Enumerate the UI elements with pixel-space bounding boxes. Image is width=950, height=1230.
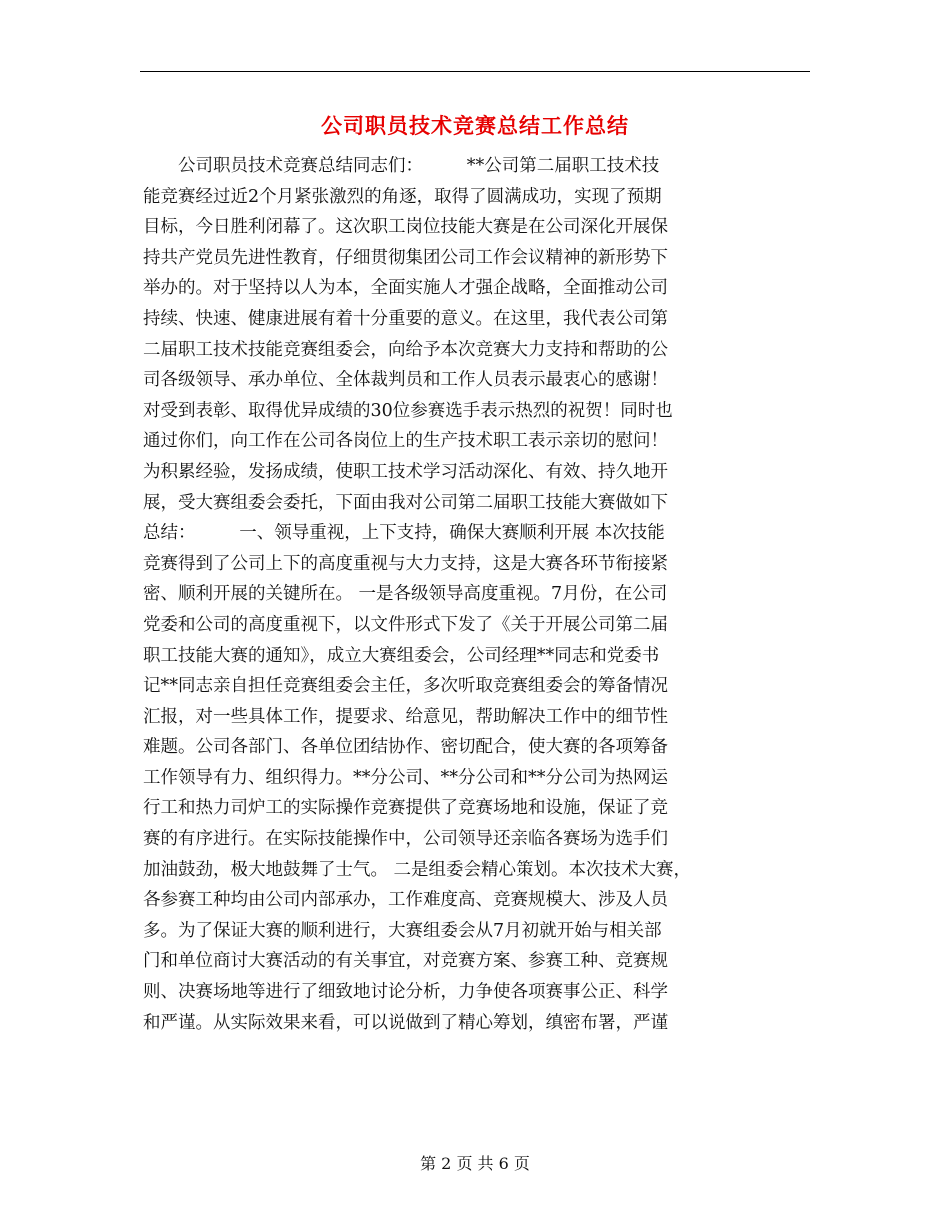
body-line: 竞赛得到了公司上下的高度重视与大力支持，这是大赛各环节衔接紧 [143, 553, 668, 574]
page-footer: 第 2 页 共 6 页 [420, 1154, 530, 1173]
body-line: 对受到表彰、取得优异成绩的30位参赛选手表示热烈的祝贺！同时也 [143, 400, 673, 421]
body-line: 总结： 一、领导重视，上下支持，确保大赛顺利开展 本次技能 [143, 523, 665, 544]
body-line: 赛的有序进行。在实际技能操作中，公司领导还亲临各赛场为选手们 [143, 829, 668, 850]
body-line: 密、顺利开展的关键所在。 一是各级领导高度重视。7月份，在公司 [143, 584, 668, 605]
body-line: 能竞赛经过近2个月紧张激烈的角逐，取得了圆满成功，实现了预期 [143, 186, 662, 207]
body-line: 为积累经验，发扬成绩，使职工技术学习活动深化、有效、持久地开 [143, 461, 668, 482]
body-line: 展，受大赛组委会委托，下面由我对公司第二届职工技能大赛做如下 [143, 492, 668, 513]
body-line: 职工技能大赛的通知》，成立大赛组委会，公司经理**同志和党委书 [143, 645, 660, 666]
body-line: 行工和热力司炉工的实际操作竞赛提供了竞赛场地和设施，保证了竞 [143, 798, 668, 819]
body-line: 二届职工技术技能竞赛组委会，向给予本次竞赛大力支持和帮助的公 [143, 339, 668, 360]
body-line: 难题。公司各部门、各单位团结协作、密切配合，使大赛的各项筹备 [143, 737, 668, 758]
body-line: 则、决赛场地等进行了细致地讨论分析，力争使各项赛事公正、科学 [143, 982, 668, 1003]
document-title: 公司职员技术竞赛总结工作总结 [321, 113, 629, 138]
body-line: 加油鼓劲，极大地鼓舞了士气。 二是组委会精心策划。本次技术大赛， [143, 859, 692, 880]
body-line: 各参赛工种均由公司内部承办，工作难度高、竞赛规模大、涉及人员 [143, 890, 668, 911]
header-rule [140, 71, 810, 72]
body-line: 和严谨。从实际效果来看，可以说做到了精心筹划，缜密布署，严谨 [143, 1012, 668, 1033]
body-line: 通过你们，向工作在公司各岗位上的生产技术职工表示亲切的慰问！ [143, 431, 668, 452]
body-line: 记**同志亲自担任竞赛组委会主任，多次听取竞赛组委会的筹备情况 [143, 676, 668, 697]
body-line: 持续、快速、健康进展有着十分重要的意义。在这里，我代表公司第 [143, 308, 668, 329]
body-line: 持共产党员先进性教育，仔细贯彻集团公司工作会议精神的新形势下 [143, 247, 668, 268]
body-line: 多。为了保证大赛的顺利进行，大赛组委会从7月初就开始与相关部 [143, 920, 662, 941]
body-line: 公司职员技术竞赛总结同志们： **公司第二届职工技术技 [143, 156, 660, 176]
body-line: 工作领导有力、组织得力。**分公司、**分公司和**分公司为热网运 [143, 767, 668, 788]
body-line: 举办的。对于坚持以人为本，全面实施人才强企战略，全面推动公司 [143, 278, 668, 299]
body-line: 司各级领导、承办单位、全体裁判员和工作人员表示最衷心的感谢！ [143, 370, 668, 391]
body-line: 汇报，对一些具体工作，提要求、给意见，帮助解决工作中的细节性 [143, 706, 668, 727]
body-line: 党委和公司的高度重视下，以文件形式下发了《关于开展公司第二届 [143, 614, 668, 635]
body-line: 门和单位商讨大赛活动的有关事宜，对竞赛方案、参赛工种、竞赛规 [143, 951, 668, 972]
body-line: 目标，今日胜利闭幕了。这次职工岗位技能大赛是在公司深化开展保 [143, 217, 668, 238]
document-body [143, 151, 803, 1038]
